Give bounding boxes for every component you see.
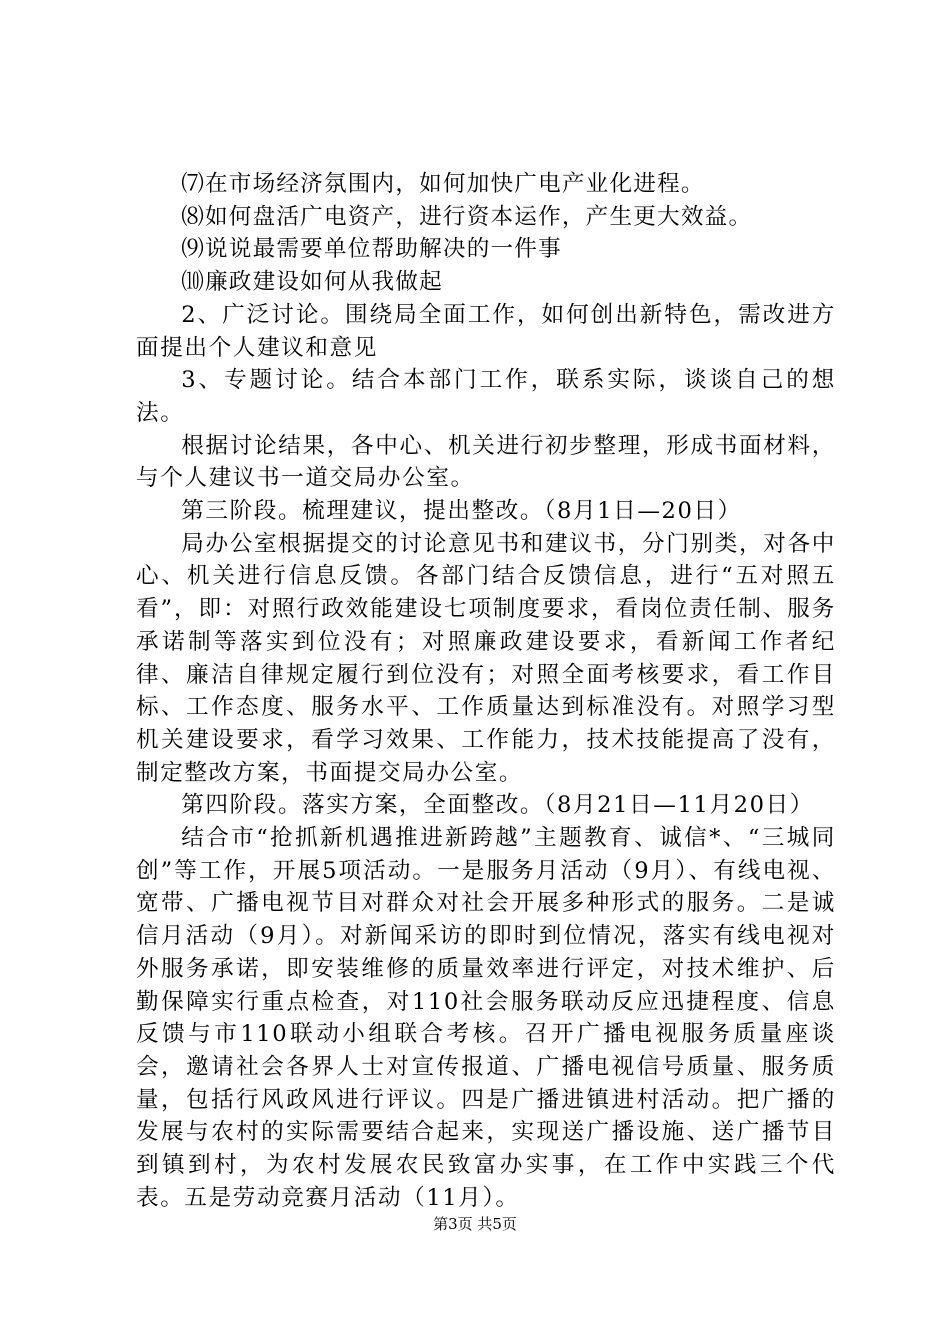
paragraph-special-discussion: 3、专题讨论。结合本部门工作，联系实际，谈谈自己的想法。 (136, 367, 836, 426)
heading-stage-three: 第三阶段。梳理建议，提出整改。（8月1日—20日） (181, 498, 742, 525)
paragraph-stage-three: 局办公室根据提交的讨论意见书和建议书，分门别类，对各中心、机关进行信息反馈。各部门结合反馈信息，进行“五对照五看”，即：对照行政效能建设七项制度要求，看岗位责任制、服务承诺制等落实到位没有；对照廉政建设要求，看新闻工作者纪律、廉洁自律规定履行到位没有；对照全面考核要求，看工作目标、工作态度、服务水平、工作质量达到标准没有。对照学习型机关建设要求，看学习效果、工作能力，技术技能提高了没有，制定整改方案，书面提交局办公室。 (136, 530, 836, 786)
heading-stage-four: 第四阶段。落实方案，全面整改。（8月21日—11月20日） (181, 792, 814, 819)
item-8: ⑻如何盘活广电资产，进行资本运作，产生更大效益。 (181, 203, 753, 230)
item-10: ⑽廉政建设如何从我做起 (181, 269, 443, 296)
paragraph-stage-four: 结合市“抢抓新机遇推进新跨越”主题教育、诚信*、“三城同创”等工作，开展5项活动。一是服务月活动（9月）、有线电视、宽带、广播电视节目对群众对社会开展多种形式的服务。二是诚信月活动（9月）。对新闻采访的即时到位情况，落实有线电视对外服务承诺，即安装维修的质量效率进行评定，对技术维护、后勤保障实行重点检查，对110社会服务联动反应迅捷程度、信息反馈与市110联动小组联合考核。召开广播电视服务质量座谈会，邀请社会各界人士对宣传报道、广播电视信号质量、服务质量，包括行风政风进行评议。四是广播进镇进村活动。把广播的发展与农村的实际需要结合起来，实现送广播设施、送广播节目到镇到村，为农村发展农民致富办实事，在工作中实践三个代表。五是劳动竞赛月活动（11月）。 (136, 825, 836, 1211)
page-footer: 第3页 共5页 (433, 1215, 517, 1233)
paragraph-broad-discussion: 2、广泛讨论。围绕局全面工作，如何创出新特色，需改进方面提出个人建议和意见 (136, 301, 836, 361)
item-9: ⑼说说最需要单位帮助解决的一件事 (181, 236, 562, 263)
item-7: ⑺在市场经济氛围内，如何加快广电产业化进程。 (181, 171, 705, 197)
body-text (136, 168, 836, 1215)
paragraph-discussion-results: 根据讨论结果，各中心、机关进行初步整理，形成书面材料，与个人建议书一道交局办公室。 (136, 432, 836, 492)
